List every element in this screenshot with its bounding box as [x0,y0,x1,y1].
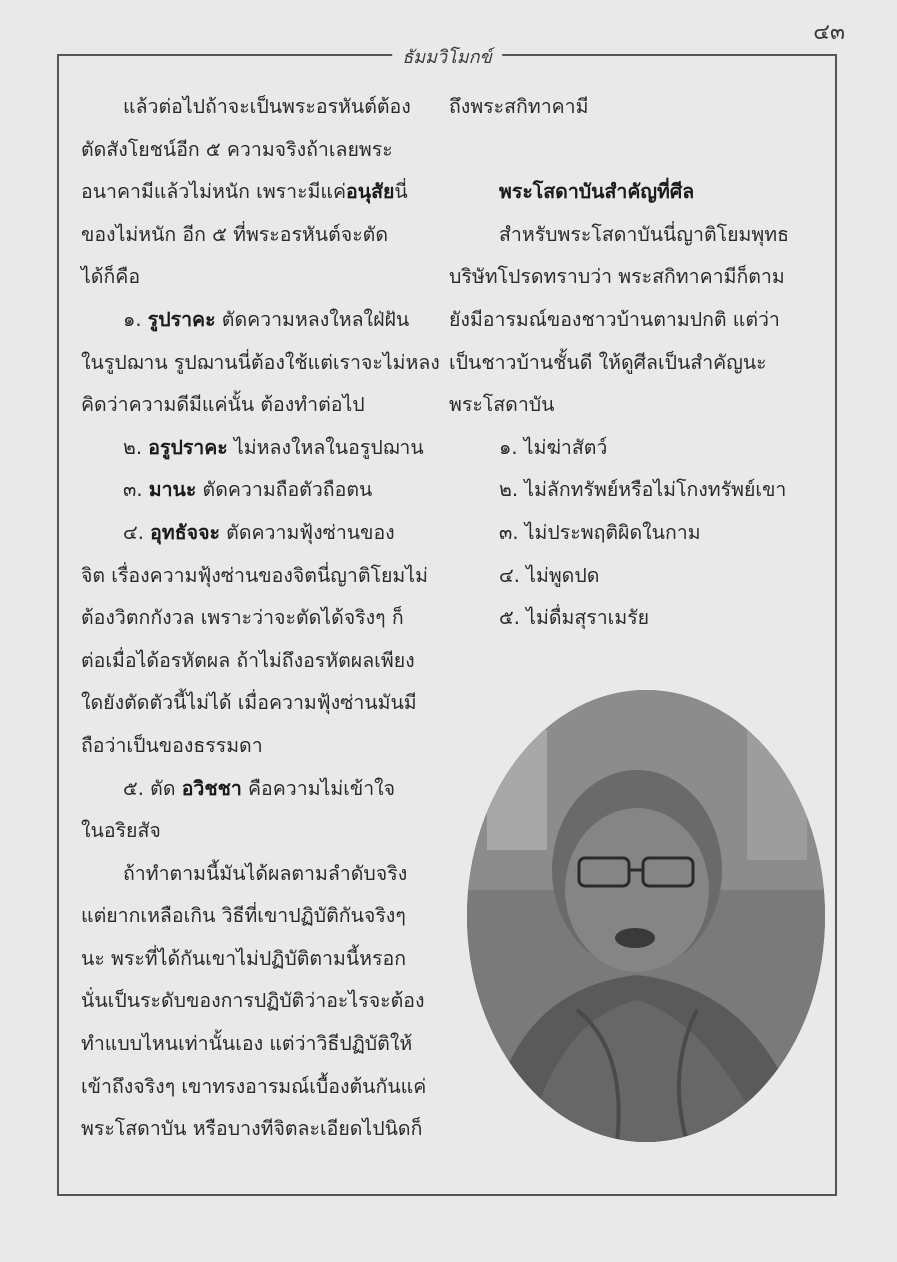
list-item-2: ๒. อรูปราคะ ไม่หลงใหลในอรูปฌาน [123,435,424,459]
list-item-5: ๕. ตัด อวิชชา คือความไม่เข้าใจ [123,776,396,800]
text-line: ของไม่หนัก อีก ๕ ที่พระอรหันต์จะตัด [81,222,389,246]
precept-item: ๕. ไม่ดื่มสุราเมรัย [499,606,650,630]
text-line: ทำแบบไหนเท่านั้นเอง แต่ว่าวิธีปฏิบัติให้ [81,1032,413,1056]
text-fragment: อนาคามีแล้วไม่หนัก เพราะมีแค่ [81,180,347,204]
heading-text: พระโสดาบันสำคัญที่ศีล [499,180,695,204]
text-line: คิดว่าความดีมีแค่นั้น ต้องทำต่อไป [81,393,365,417]
text-line: นั่นเป็นระดับของการปฏิบัติว่าอะไรจะต้อง [81,989,425,1013]
list-item-1: ๑. รูปราคะ ตัดความหลงใหลใฝ่ฝัน [123,307,410,331]
text-line: ตัดสังโยชน์อีก ๕ ความจริงถ้าเลยพระ [81,137,393,161]
bold-term: รูปราคะ [147,307,216,331]
text-line: ถึงพระสกิทาคามี [449,95,589,118]
precept-item: ๓. ไม่ประพฤติผิดในกาม [499,520,701,544]
text-line [81,171,453,214]
text-line: ได้ก็คือ [81,265,141,289]
text-line: ยังมีอารมณ์ของชาวบ้านตามปกติ แต่ว่า [449,307,780,331]
text-line: พระโสดาบัน หรือบางทีจิตละเอียดไปนิดก็ [81,1117,423,1141]
section-heading [449,171,823,214]
bold-term: อนุสัย [346,180,395,204]
text-fragment: นี่ [394,180,408,204]
text-line: ถือว่าเป็นของธรรมดา [81,733,263,757]
text-line: บริษัทโปรดทราบว่า พระสกิทาคามีก็ตาม [449,265,785,289]
right-column [449,86,823,640]
precept-item: ๑. ไม่ฆ่าสัตว์ [499,435,608,459]
left-column [81,86,453,1151]
text-line [449,129,823,172]
page-frame [57,47,837,1196]
text-line: เข้าถึงจริงๆ เขาทรงอารมณ์เบื้องต้นกันแค่ [81,1074,427,1098]
text-line: นะ พระที่ได้กันเขาไม่ปฏิบัติตามนี้หรอก [81,946,407,970]
bold-term: มานะ [148,478,197,502]
text-line: ในอริยสัจ [81,819,161,843]
running-title: ธัมมวิโมกข์ [392,42,502,71]
text-line: ต่อเมื่อได้อรหัตผล ถ้าไม่ถึงอรหัตผลเพียง [81,648,415,672]
bold-term: อุทธัจจะ [150,520,220,544]
text-line: แล้วต่อไปถ้าจะเป็นพระอรหันต์ต้อง [123,95,411,118]
text-line: แต่ยากเหลือเกิน วิธีที่เขาปฏิบัติกันจริงๆ [81,904,406,928]
portrait-illustration [467,690,825,1142]
text-line: สำหรับพระโสดาบันนี่ญาติโยมพุทธ [499,222,789,246]
bold-term: อรูปราคะ [148,435,228,459]
text-line: เป็นชาวบ้านชั้นดี ให้ดูศีลเป็นสำคัญนะ [449,350,767,374]
text-line: ถ้าทำตามนี้มันได้ผลตามลำดับจริง [123,861,408,885]
page-number: ๔๓ [813,20,845,45]
text-line: ต้องวิตกกังวล เพราะว่าจะตัดได้จริงๆ ก็ [81,606,404,630]
precept-item: ๔. ไม่พูดปด [499,563,600,587]
list-item-4: ๔. อุทธัจจะ ตัดความฟุ้งซ่านของ [123,520,395,544]
monk-portrait-photo [467,690,825,1142]
list-item-3: ๓. มานะ ตัดความถือตัวถือตน [123,478,373,502]
text-line: ใดยังตัดตัวนี้ไม่ได้ เมื่อความฟุ้งซ่านมันมี [81,691,417,715]
bold-term: อวิชชา [181,776,242,800]
text-line: ในรูปฌาน รูปฌานนี่ต้องใช้แต่เราจะไม่หลง [81,350,440,374]
text-line: พระโสดาบัน [449,393,555,417]
precept-item: ๒. ไม่ลักทรัพย์หรือไม่โกงทรัพย์เขา [499,478,787,502]
text-line: จิต เรื่องความฟุ้งซ่านของจิตนี่ญาติโยมไม่ [81,563,428,587]
